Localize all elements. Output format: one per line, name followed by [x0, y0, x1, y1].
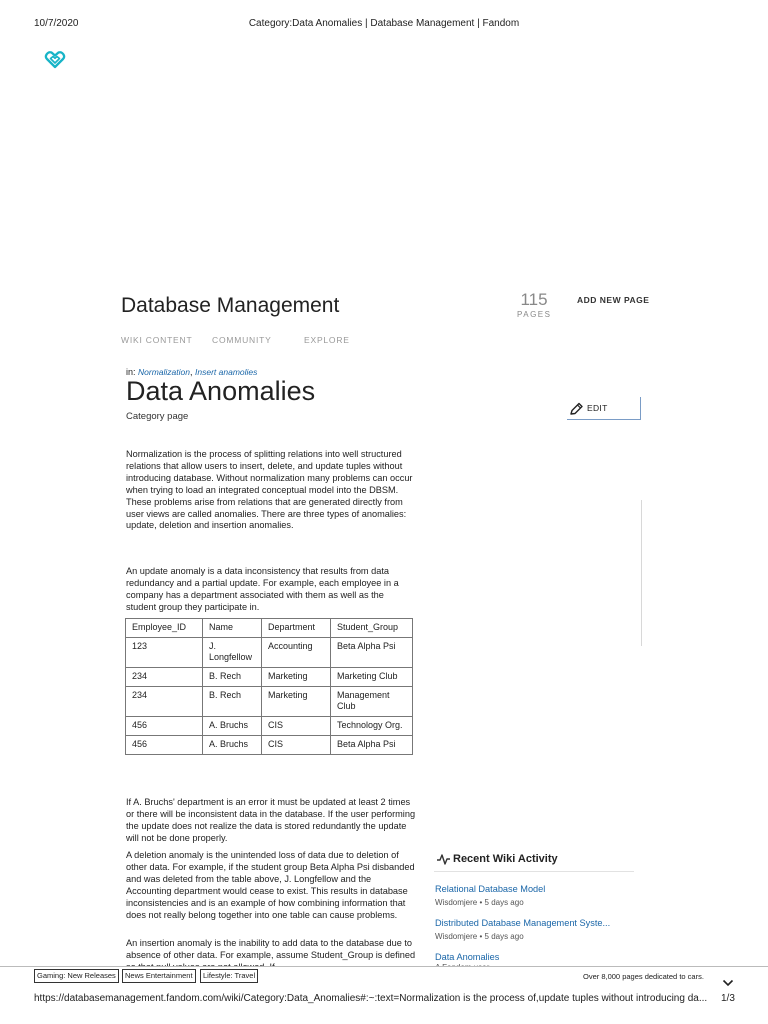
table-cell: Marketing	[262, 668, 331, 687]
table-cell: A. Bruchs	[203, 736, 262, 755]
table-cell: 456	[126, 736, 203, 755]
table-row	[126, 736, 413, 755]
recent-wiki-activity-title: Recent Wiki Activity	[453, 853, 558, 865]
employee-table	[125, 618, 413, 755]
nav-community[interactable]: COMMUNITY	[212, 335, 272, 345]
paragraph-normalization: Normalization is the process of splitting relations into well structured relations that allow users to insert, delete, and update tuples without introducing database. Without normalization many problems can occur when trying to load an integrated conceptual model into the DBSM. These problems arise from relations that are generated directly from user views are called anomalies. There are three types of anomalies: update, deletion and insertion anomalies.	[126, 449, 413, 531]
table-cell: CIS	[262, 717, 331, 736]
activity-user[interactable]: Wisdomjere	[435, 898, 478, 907]
category-separator: ,	[190, 367, 196, 377]
category-link-normalization[interactable]: Normalization	[138, 367, 190, 377]
print-document-title: Category:Data Anomalies | Database Management | Fandom	[248, 18, 520, 29]
activity-item-link[interactable]: Relational Database Model	[435, 884, 546, 894]
in-label: in:	[126, 367, 136, 377]
table-cell: 234	[126, 687, 203, 717]
activity-time: 5 days ago	[484, 898, 524, 907]
add-new-page-button[interactable]: ADD NEW PAGE	[577, 295, 650, 305]
table-cell: J. Longfellow	[203, 638, 262, 668]
activity-icon	[436, 853, 451, 865]
table-header-cell: Student_Group	[331, 619, 413, 638]
edit-button[interactable]	[567, 397, 641, 420]
nav-explore[interactable]: EXPLORE	[304, 335, 350, 345]
activity-time: 5 days ago	[484, 932, 524, 941]
table-cell: Beta Alpha Psi	[331, 736, 413, 755]
paragraph-update-anomaly: An update anomaly is a data inconsistency that results from data redundancy and a partial update. For example, each employee in a company has a department associated with them as well as the student group they participate in.	[126, 566, 399, 612]
print-url: https://databasemanagement.fandom.com/wiki/Category:Data_Anomalies#:~:text=Normalization is the process of,update tuples without introducing da...	[34, 993, 708, 1004]
table-row	[126, 717, 413, 736]
activity-item-link[interactable]: Data Anomalies	[435, 952, 500, 962]
footer-tag-entertainment[interactable]: News Entertainment	[122, 969, 196, 983]
footer-tag-lifestyle[interactable]: Lifestyle: Travel	[200, 969, 258, 983]
activity-item-meta	[435, 898, 524, 907]
table-header-cell: Employee_ID	[126, 619, 203, 638]
table-cell: 123	[126, 638, 203, 668]
activity-item-meta	[435, 932, 524, 941]
divider	[434, 871, 634, 872]
pages-label: PAGES	[517, 310, 552, 319]
edit-label: EDIT	[587, 403, 608, 413]
page-type-label: Category page	[126, 411, 189, 422]
category-link-insert-anamolies[interactable]: Insert anamolies	[195, 367, 258, 377]
page-count: 115	[520, 290, 548, 309]
print-page-number: 1/3	[721, 993, 735, 1004]
table-header-cell: Name	[203, 619, 262, 638]
table-cell: A. Bruchs	[203, 717, 262, 736]
print-date: 10/7/2020	[34, 18, 79, 29]
fandom-heart-icon[interactable]	[44, 48, 66, 70]
table-cell: Technology Org.	[331, 717, 413, 736]
table-cell: Marketing Club	[331, 668, 413, 687]
activity-dot: •	[479, 932, 483, 941]
nav-wiki-content[interactable]: WIKI CONTENT	[121, 335, 193, 345]
table-header-row	[126, 619, 413, 638]
footer-tagline: Over 8,000 pages dedicated to cars.	[583, 972, 704, 981]
footer-tag-gaming[interactable]: Gaming: New Releases	[34, 969, 119, 983]
table-cell: 456	[126, 717, 203, 736]
recent-wiki-activity-heading	[436, 853, 558, 868]
page-title: Data Anomalies	[126, 376, 316, 406]
table-cell: Beta Alpha Psi	[331, 638, 413, 668]
paragraph-deletion-anomaly: A deletion anomaly is the unintended loss of data due to deletion of other data. For example, if the student group Beta Alpha Psi disbanded and was deleted from the table above, J. Longfellow and the Accounting department would cease to exist. This results in database inconsistencies and is an example of how combining information that does not really belong together into one table can cause problems.	[126, 850, 415, 920]
activity-item-link[interactable]: Distributed Database Management Syste...	[435, 918, 611, 928]
pencil-icon	[569, 402, 584, 416]
paragraph-insertion-anomaly: An insertion anomaly is the inability to add data to the database due to absence of other data. For example, assume Student_Group is defined	[126, 938, 416, 960]
table-cell: Accounting	[262, 638, 331, 668]
table-cell: 234	[126, 668, 203, 687]
table-cell: B. Rech	[203, 687, 262, 717]
table-cell: Management Club	[331, 687, 413, 717]
scrollbar-track[interactable]	[641, 500, 642, 646]
table-cell: B. Rech	[203, 668, 262, 687]
table-row	[126, 687, 413, 717]
paragraph-update-example: If A. Bruchs' department is an error it must be updated at least 2 times or there will be inconsistent data in the database. If the user performing the update does not realize the data is stored redundantly the update will not be done properly.	[126, 797, 416, 843]
wiki-name[interactable]: Database Management	[121, 294, 340, 317]
table-row	[126, 668, 413, 687]
chevron-down-icon[interactable]	[722, 974, 734, 992]
table-cell: Marketing	[262, 687, 331, 717]
table-header-cell: Department	[262, 619, 331, 638]
table-cell: CIS	[262, 736, 331, 755]
activity-user[interactable]: Wisdomjere	[435, 932, 478, 941]
activity-dot: •	[479, 898, 483, 907]
table-row	[126, 638, 413, 668]
